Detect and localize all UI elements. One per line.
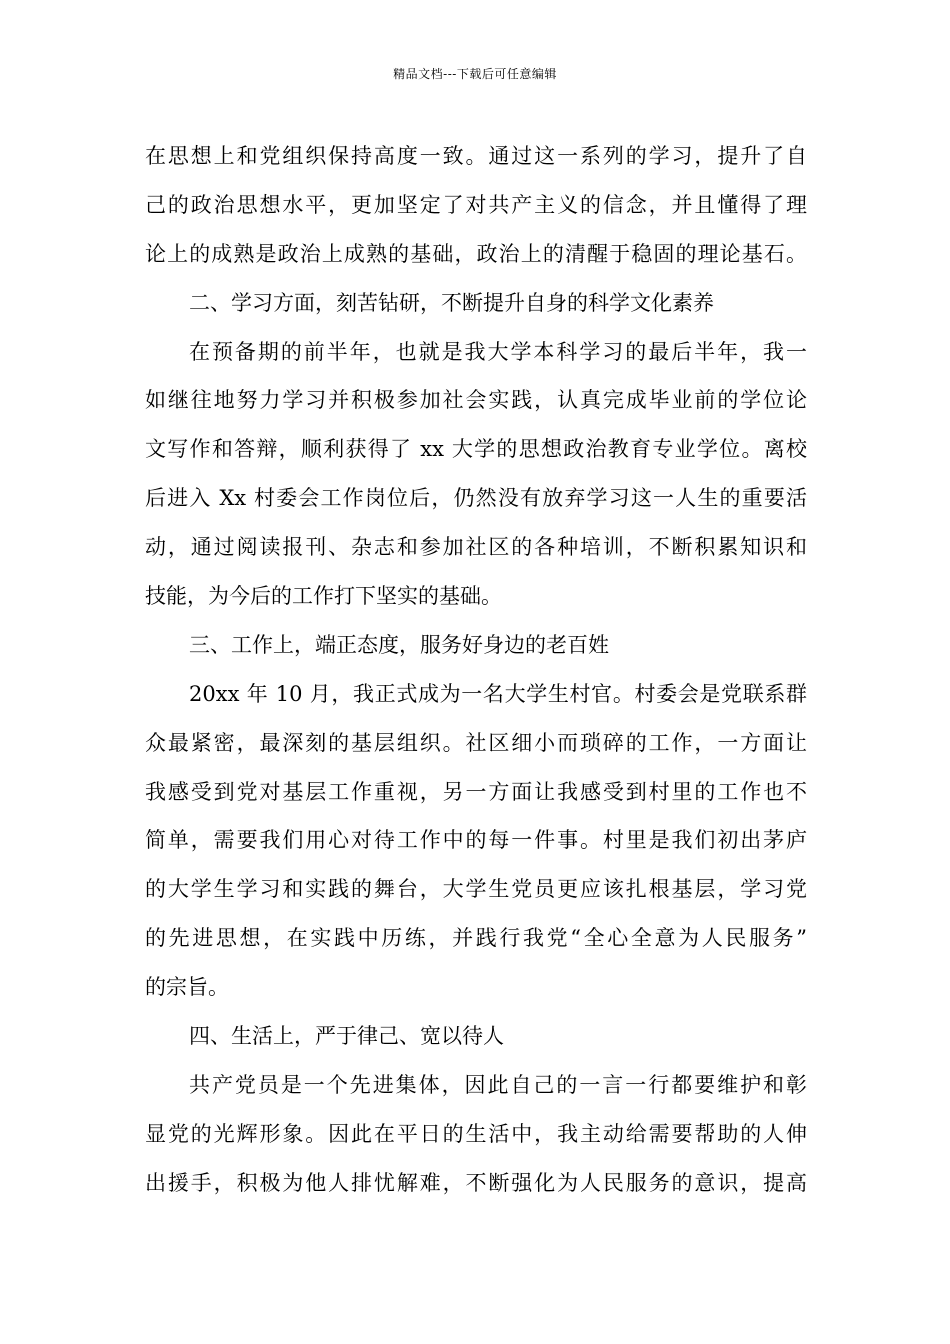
text-line: 共产党员是一个先进集体，因此自己的一言一行都要维护和彰	[189, 1072, 807, 1097]
text-line: 的先进思想，在实践中历练，并践行我党“全心全意为人民服务”	[145, 926, 807, 951]
text-line: 后进入 Xx 村委会工作岗位后，仍然没有放弃学习这一人生的重要活	[145, 486, 807, 511]
text-line: 众最紧密，最深刻的基层组织。社区细小而琐碎的工作，一方面让	[145, 730, 807, 755]
text-line: 如继往地努力学习并积极参加社会实践，认真完成毕业前的学位论	[145, 388, 807, 413]
text-line: 二、学习方面，刻苦钻研，不断提升自身的科学文化素养	[189, 290, 714, 315]
text-line: 的宗旨。	[145, 975, 229, 1000]
text-line: 简单，需要我们用心对待工作中的每一件事。村里是我们初出茅庐	[145, 828, 807, 853]
text-line: 四、生活上，严于律己、宽以待人	[189, 1024, 504, 1049]
text-line: 的大学生学习和实践的舞台，大学生党员更应该扎根基层，学习党	[145, 877, 807, 902]
text-line: 在思想上和党组织保持高度一致。通过这一系列的学习，提升了自	[145, 144, 807, 168]
text-line: 动，通过阅读报刊、杂志和参加社区的各种培训，不断积累知识和	[145, 535, 807, 560]
text-line: 我感受到党对基层工作重视，另一方面让我感受到村里的工作也不	[145, 779, 807, 804]
text-line: 论上的成熟是政治上成熟的基础，政治上的清醒于稳固的理论基石。	[145, 241, 807, 266]
text-line: 在预备期的前半年，也就是我大学本科学习的最后半年，我一	[189, 339, 807, 364]
text-line: 技能，为今后的工作打下坚实的基础。	[145, 584, 502, 609]
text-line: 显党的光辉形象。因此在平日的生活中，我主动给需要帮助的人伸	[145, 1121, 807, 1146]
text-line: 文写作和答辩，顺利获得了 xx 大学的思想政治教育专业学位。离校	[145, 437, 807, 462]
page-header: 精品文档---下载后可任意编辑	[393, 67, 557, 81]
body-text	[145, 132, 807, 1208]
text-line: 三、工作上，端正态度，服务好身边的老百姓	[189, 632, 609, 657]
text-line: 己的政治思想水平，更加坚定了对共产主义的信念，并且懂得了理	[145, 192, 807, 217]
text-line: 出援手，积极为他人排忧解难，不断强化为人民服务的意识，提高	[145, 1170, 807, 1195]
text-line: 20xx 年 10 月，我正式成为一名大学生村官。村委会是党联系群	[189, 681, 807, 706]
